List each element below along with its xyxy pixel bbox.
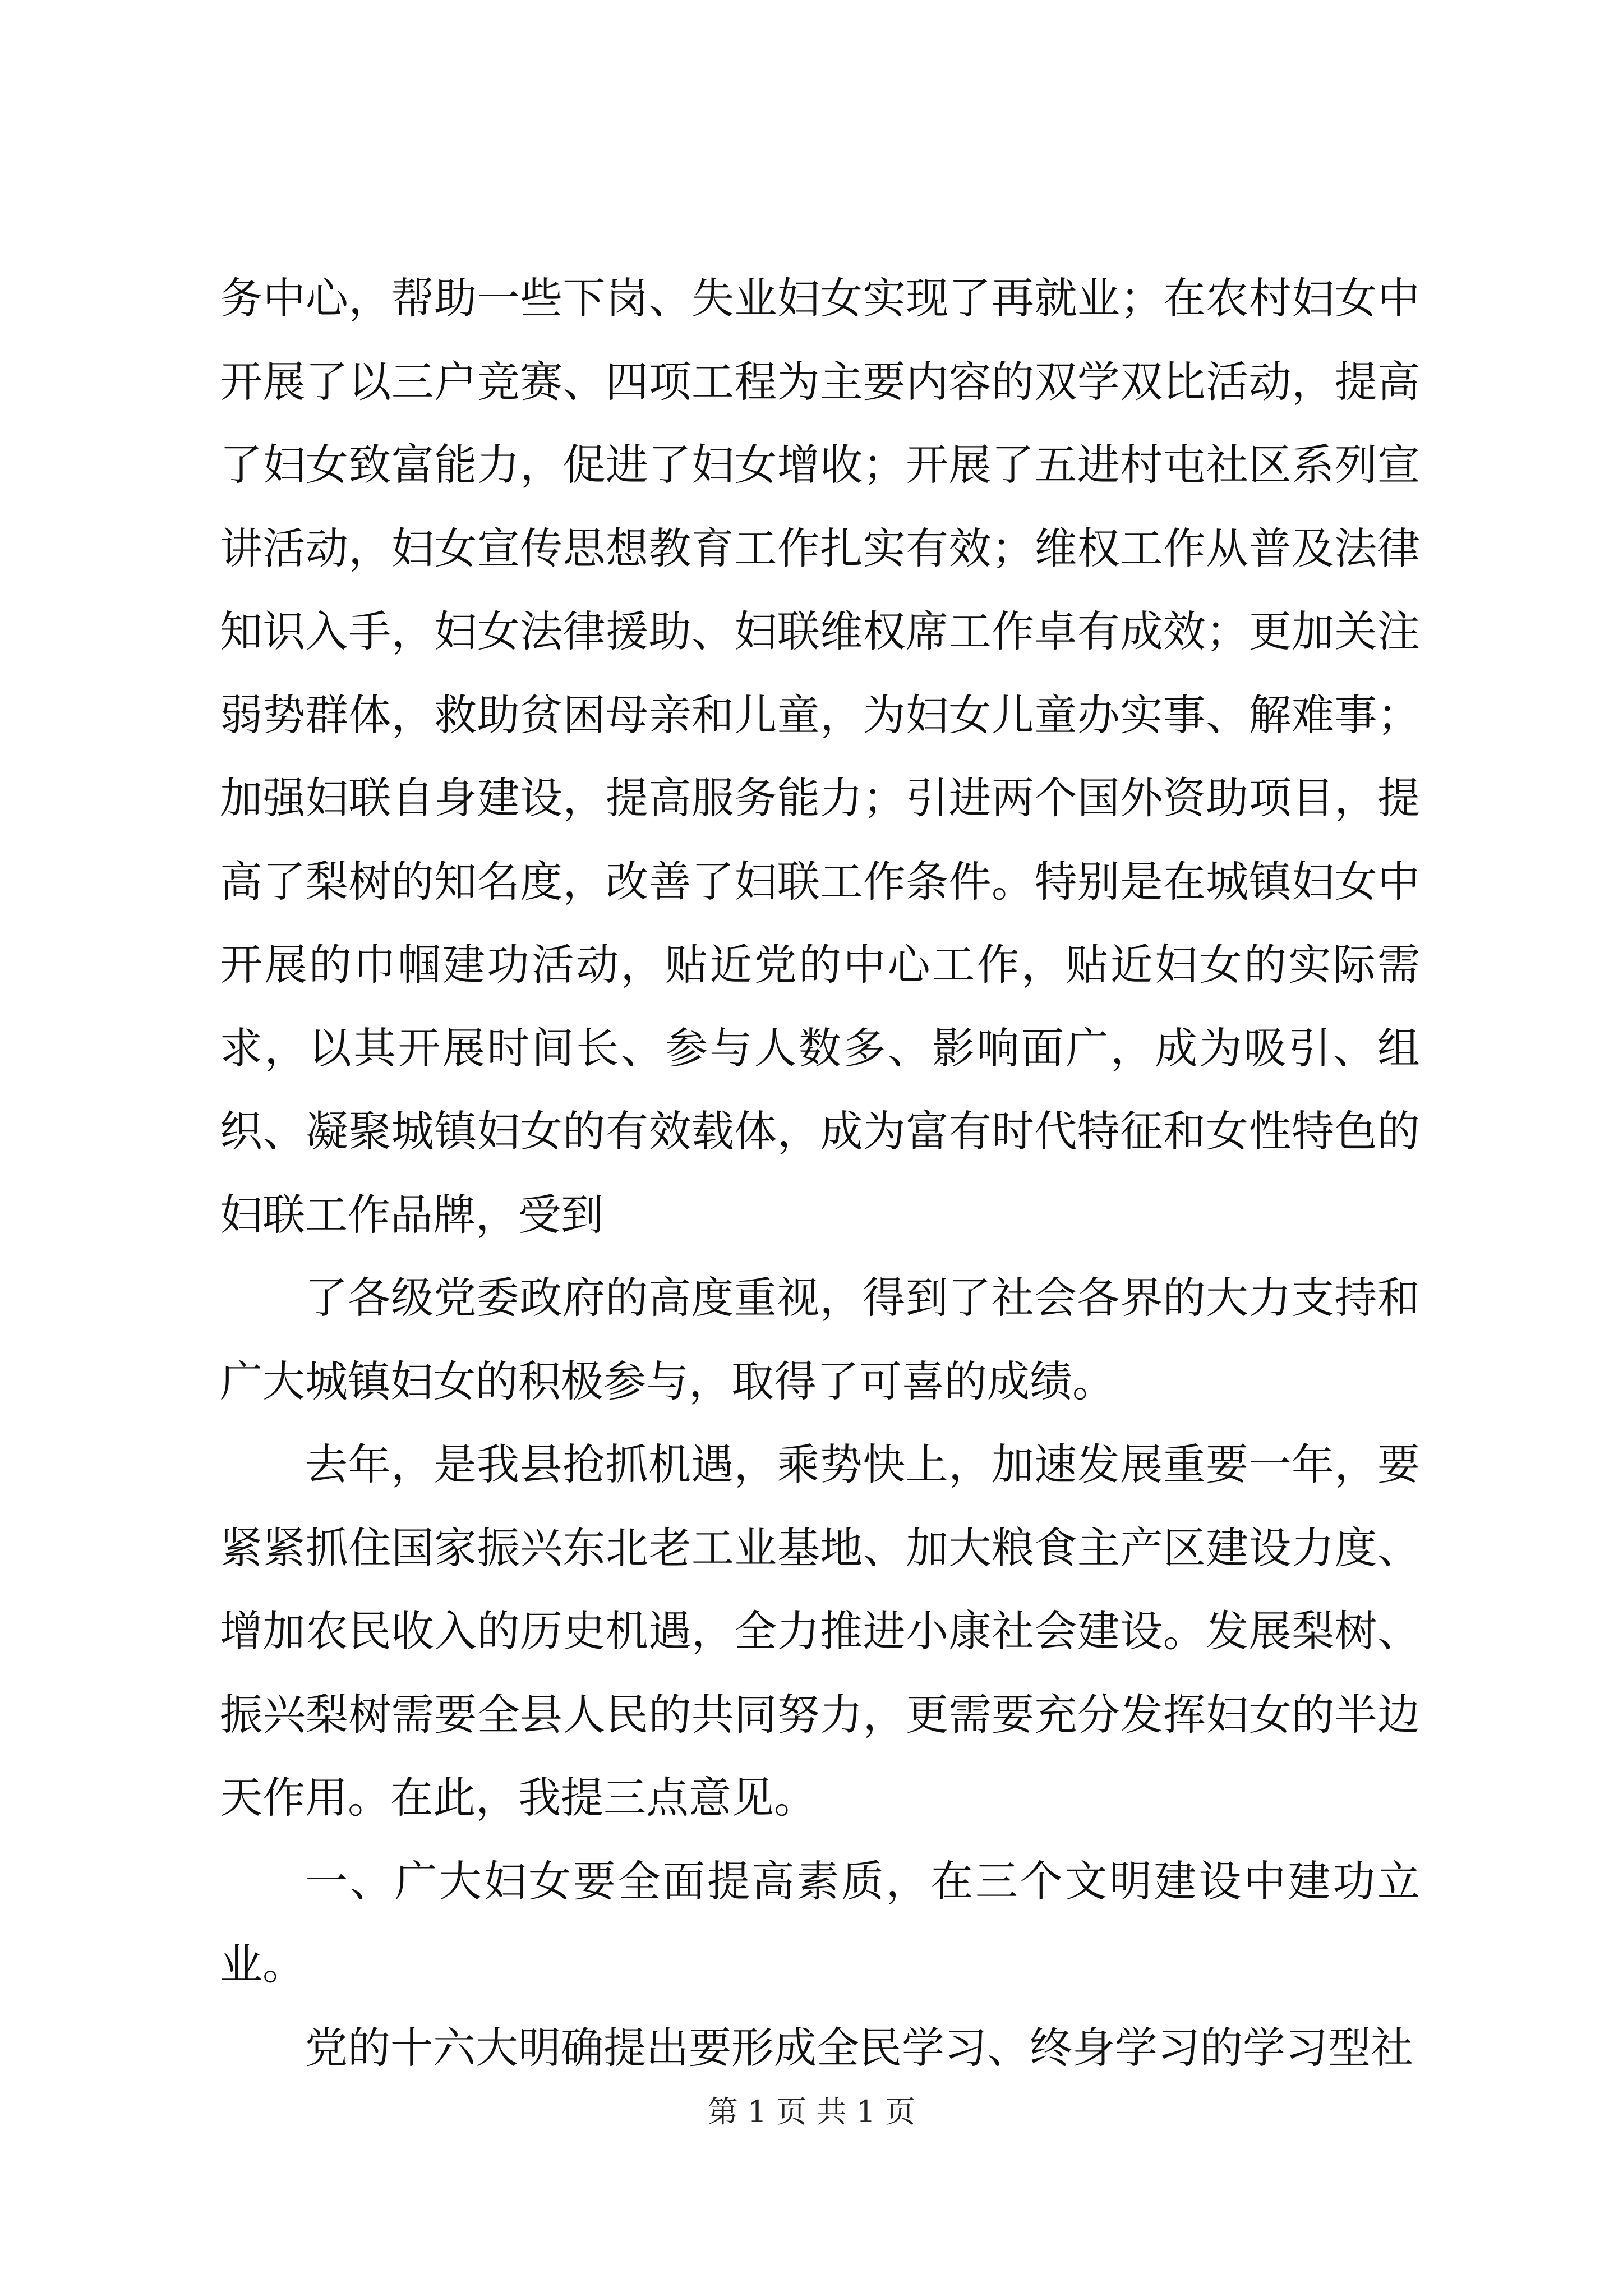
paragraph: 了各级党委政府的高度重视，得到了社会各界的大力支持和广大城镇妇女的积极参与，取得了可喜的成绩。 bbox=[220, 1273, 1420, 1406]
paragraph: 党的十六大明确提出要形成全民学习、终身学习的学习型社 bbox=[305, 2022, 1413, 2073]
paragraph-continued: 务中心，帮助一些下岗、失业妇女实现了再就业；在农村妇女中开展了以三户竞赛、四项工程为主要内容的双学双比活动，提高了妇女致富能力，促进了妇女增收；开展了五进村屯社区系列宣讲活动，妇女宣传思想教育工作扎实有效；维权工作从普及法律知识入手，妇女法律援助、妇联维权席工作卓有成效；更加关注弱势群体，救助贫困母亲和儿童，为妇女儿童办实事、解难事；加强妇联自身建设，提高服务能力；引进两个国外资助项目，提高了梨树的知名度，改善了妇联工作条件。特别是在城镇妇女中开展的巾帼建功活动，贴近党的中心工作，贴近妇女的实际需求，以其开展时间长、参与人数多、影响面广，成为吸引、组织、凝聚城镇妇女的有效载体，成为富有时代特征和女性特色的妇联工作品牌，受到 bbox=[220, 273, 1420, 1240]
document-body bbox=[220, 257, 1420, 2090]
paragraph: 去年，是我县抢抓机遇，乘势快上，加速发展重要一年，要紧紧抓住国家振兴东北老工业基地、加大粮食主产区建设力度、增加农民收入的历史机遇，全力推进小康社会建设。发展梨树、振兴梨树需要全县人民的共同努力，更需要充分发挥妇女的半边天作用。在此，我提三点意见。 bbox=[220, 1439, 1420, 1823]
section-heading: 一、广大妇女要全面提高素质，在三个文明建设中建功立业。 bbox=[220, 1856, 1420, 1989]
page-number-footer: 第 1 页 共 1 页 bbox=[707, 2094, 916, 2129]
